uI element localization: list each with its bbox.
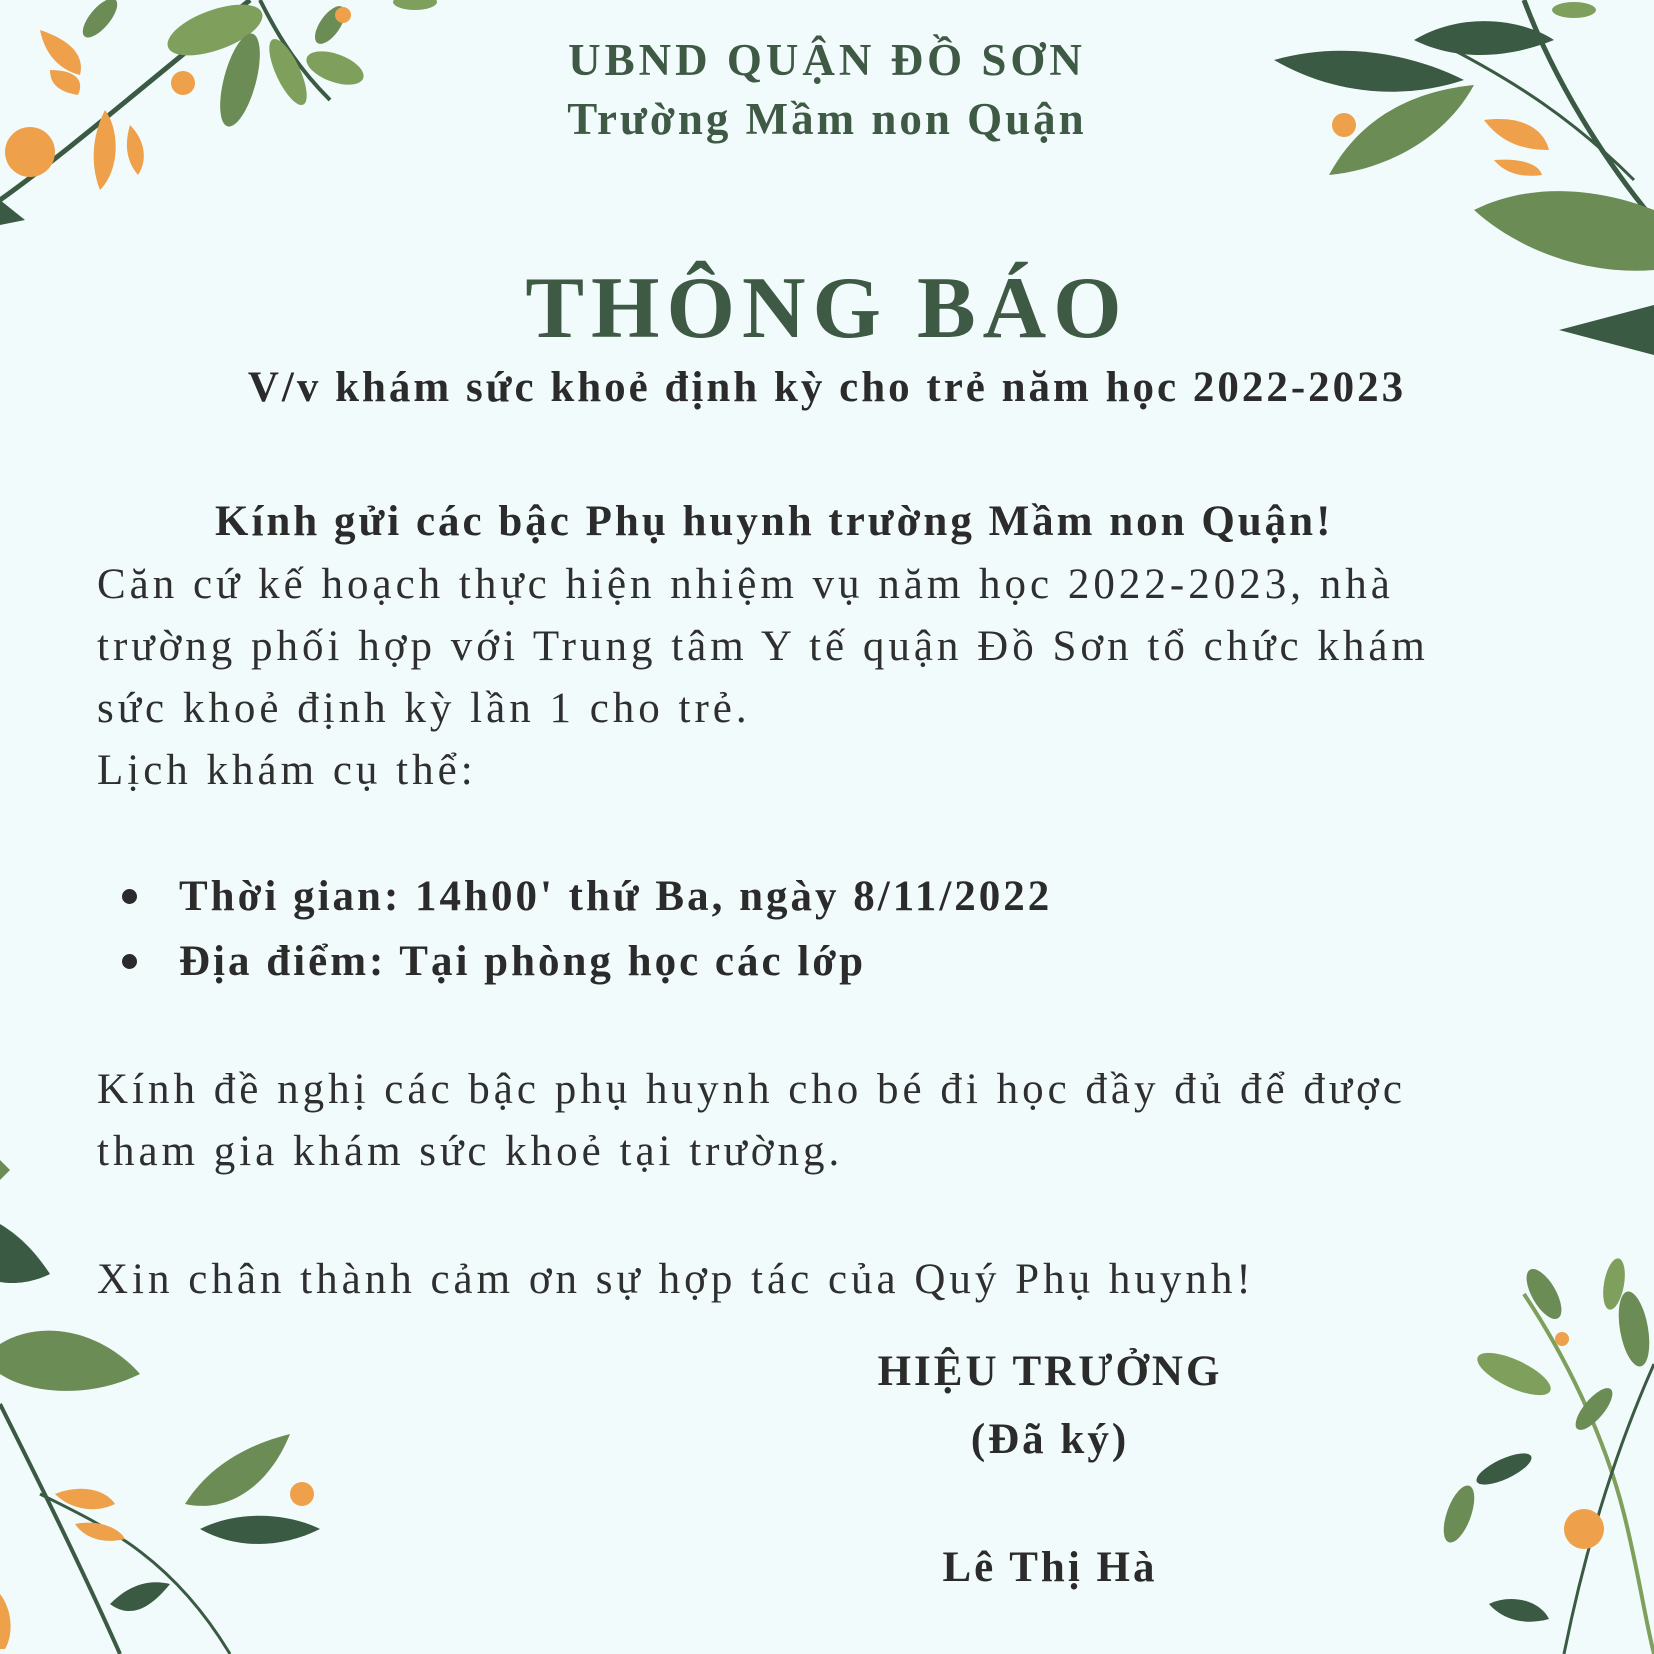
request-line: tham gia khám sức khoẻ tại trường. xyxy=(97,1128,844,1175)
authority-name: UBND QUẬN ĐỒ SƠN xyxy=(568,35,1086,85)
notice-subtitle: V/v khám sức khoẻ định kỳ cho trẻ năm học 2022-2023 xyxy=(247,364,1407,411)
signature-role: HIỆU TRƯỞNG xyxy=(877,1348,1223,1395)
thanks-line: Xin chân thành cảm ơn sự hợp tác của Quý Phụ huynh! xyxy=(97,1256,1255,1303)
floral-corner-bottom-right-icon xyxy=(1414,1254,1654,1654)
schedule-item-text: Thời gian: 14h00' thứ Ba, ngày 8/11/2022 xyxy=(179,873,1053,920)
schedule-item-text: Địa điểm: Tại phòng học các lớp xyxy=(179,938,867,985)
notice-title: THÔNG BÁO xyxy=(525,260,1129,357)
school-name: Trường Mầm non Quận xyxy=(567,94,1087,144)
bullet-icon xyxy=(122,889,137,904)
schedule-item-time xyxy=(122,872,1052,921)
schedule-item-place xyxy=(122,937,866,986)
leaf-edge-icon xyxy=(0,1160,12,1180)
schedule-label: Lịch khám cụ thể: xyxy=(97,747,477,794)
intro-line: sức khoẻ định kỳ lần 1 cho trẻ. xyxy=(97,685,751,732)
request-line: Kính đề nghị các bậc phụ huynh cho bé đi học đầy đủ để được xyxy=(97,1066,1406,1113)
intro-line: Căn cứ kế hoạch thực hiện nhiệm vụ năm học 2022-2023, nhà xyxy=(97,561,1394,608)
signature-name: Lê Thị Hà xyxy=(942,1544,1158,1591)
intro-line: trường phối hợp với Trung tâm Y tế quận Đồ Sơn tổ chức khám xyxy=(97,623,1429,670)
bullet-icon xyxy=(122,954,137,969)
signature-status: (Đã ký) xyxy=(970,1416,1130,1463)
greeting: Kính gửi các bậc Phụ huynh trường Mầm non Quận! xyxy=(215,498,1334,545)
